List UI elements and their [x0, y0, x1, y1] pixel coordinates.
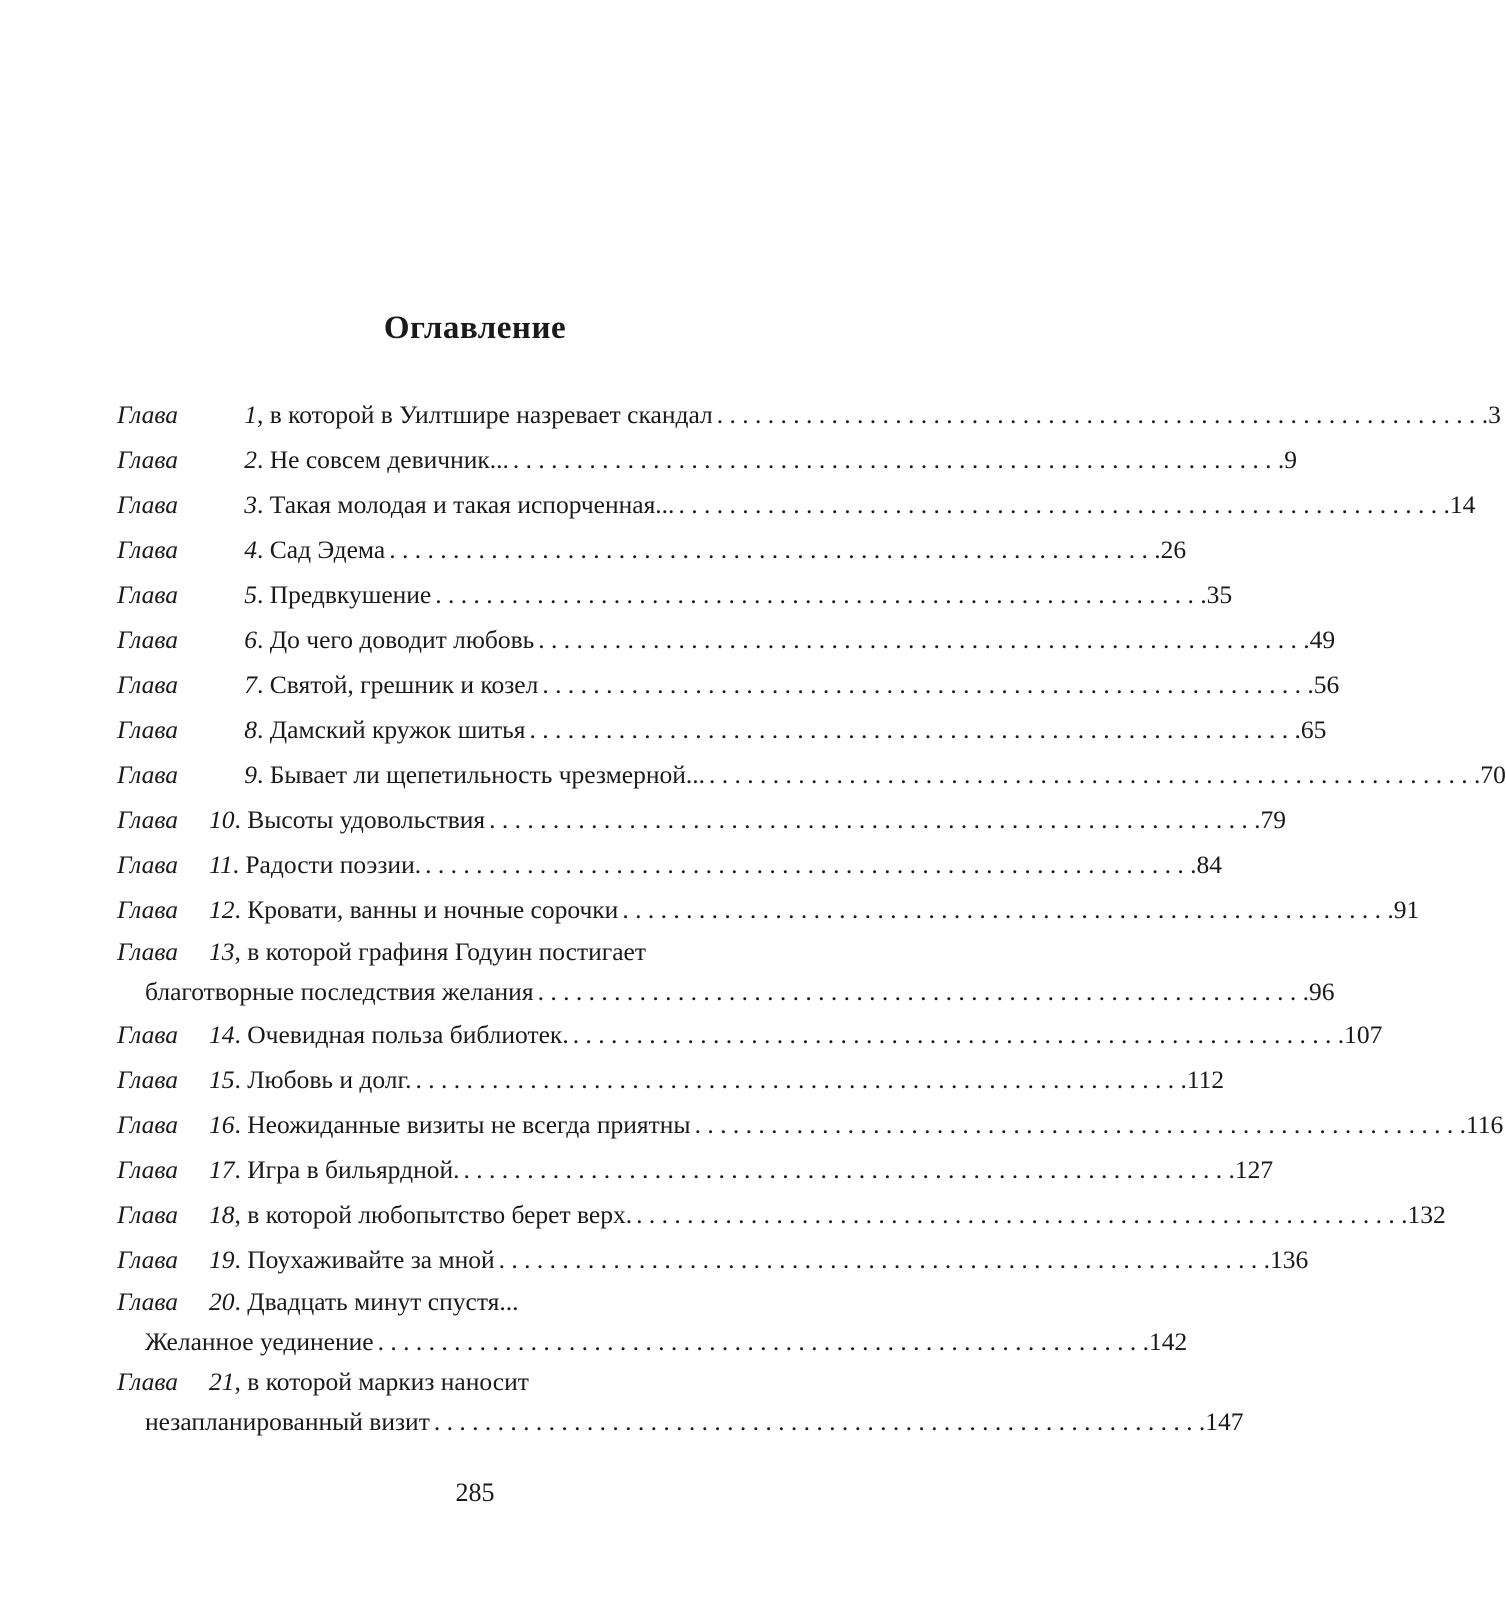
chapter-separator: .	[234, 1020, 241, 1049]
chapter-separator: .	[234, 1110, 241, 1139]
chapter-label: Глава	[117, 490, 178, 519]
chapter-separator: ,	[257, 400, 264, 429]
chapter-page-number: 142	[1148, 1327, 1188, 1356]
dot-leader	[495, 1237, 1270, 1282]
chapter-page-number: 9	[1284, 445, 1298, 474]
chapter-title: в которой маркиз наносит	[247, 1367, 529, 1396]
chapter-number: 16	[209, 1110, 235, 1139]
chapter-separator: .	[257, 625, 264, 654]
chapter-label: Глава	[117, 1155, 178, 1184]
chapter-label: Глава	[117, 805, 178, 834]
chapter-label: Глава	[117, 1287, 178, 1316]
chapter-page-number: 79	[1260, 805, 1287, 834]
table-of-contents	[117, 392, 1506, 1442]
chapter-title: Очевидная польза библиотек.	[247, 1020, 569, 1049]
dot-leader	[705, 752, 1480, 797]
chapter-separator: .	[232, 850, 239, 879]
chapter-number: 4	[244, 535, 257, 564]
chapter-title: Двадцать минут спустя...	[247, 1287, 519, 1316]
chapter-separator: .	[234, 1065, 241, 1094]
chapter-title-continued: благотворные последствия желания	[145, 977, 534, 1006]
toc-entry	[117, 1362, 1244, 1442]
chapter-separator: .	[234, 895, 241, 924]
chapter-number: 18	[209, 1200, 235, 1229]
chapter-label: Глава	[117, 850, 178, 879]
dot-leader	[538, 662, 1313, 707]
chapter-page-number: 132	[1407, 1200, 1446, 1229]
chapter-label: Глава	[117, 895, 178, 924]
chapter-label: Глава	[117, 670, 178, 699]
chapter-label: Глава	[117, 1065, 178, 1094]
chapter-title: Высоты удовольствия	[247, 805, 486, 834]
chapter-label: Глава	[117, 1367, 178, 1396]
toc-entry	[117, 932, 1335, 1012]
dot-leader	[430, 1402, 1205, 1442]
dot-leader	[713, 392, 1488, 437]
chapter-page-number: 107	[1344, 1020, 1383, 1049]
chapter-number: 17	[209, 1155, 235, 1184]
chapter-separator: .	[234, 805, 241, 834]
toc-entry	[117, 1282, 1188, 1362]
chapter-page-number: 91	[1393, 895, 1420, 924]
dot-leader	[618, 887, 1393, 932]
chapter-number: 7	[244, 670, 257, 699]
chapter-page-number: 35	[1206, 580, 1233, 609]
chapter-title: Сад Эдема	[269, 535, 386, 564]
chapter-label: Глава	[117, 1020, 178, 1049]
chapter-page-number: 116	[1465, 1110, 1504, 1139]
chapter-number: 2	[244, 445, 257, 474]
chapter-separator: .	[257, 535, 264, 564]
chapter-number: 19	[209, 1245, 235, 1274]
chapter-label: Глава	[117, 1110, 178, 1139]
chapter-number: 14	[209, 1020, 235, 1049]
dot-leader	[674, 482, 1449, 527]
chapter-separator: .	[257, 760, 264, 789]
toc-entry	[117, 1057, 1225, 1102]
toc-entry	[117, 482, 1476, 527]
chapter-number: 5	[244, 580, 257, 609]
chapter-title-continued: незапланированный визит	[145, 1407, 430, 1436]
chapter-label: Глава	[117, 1245, 178, 1274]
chapter-separator: .	[234, 1287, 241, 1316]
toc-entry	[117, 1192, 1446, 1237]
chapter-page-number: 84	[1196, 850, 1222, 879]
chapter-label: Глава	[117, 625, 178, 654]
chapter-page-number: 112	[1186, 1065, 1225, 1094]
chapter-page-number: 136	[1270, 1245, 1309, 1274]
chapter-page-number: 3	[1488, 400, 1501, 429]
chapter-label: Глава	[117, 760, 178, 789]
chapter-title: Кровати, ванны и ночные сорочки	[247, 895, 619, 924]
chapter-number: 9	[244, 760, 257, 789]
chapter-number: 13	[209, 937, 235, 966]
dot-leader	[632, 1192, 1407, 1237]
chapter-title: Предвкушение	[269, 580, 432, 609]
chapter-title: в которой в Уилтшире назревает скандал	[269, 400, 713, 429]
chapter-page-number: 49	[1309, 625, 1336, 654]
dot-leader	[421, 842, 1196, 887]
toc-entry	[117, 662, 1340, 707]
chapter-number: 20	[209, 1287, 235, 1316]
toc-entry	[117, 752, 1506, 797]
toc-entry	[117, 1237, 1309, 1282]
dot-leader	[534, 972, 1309, 1012]
page-number: 285	[455, 1478, 495, 1507]
toc-entry	[117, 842, 1222, 887]
chapter-title: в которой любопытство берет верх.	[247, 1200, 633, 1229]
chapter-title: Такая молодая и такая испорченная...	[269, 490, 675, 519]
chapter-page-number: 65	[1300, 715, 1327, 744]
page-title: Оглавление	[383, 310, 567, 346]
chapter-separator: .	[257, 445, 264, 474]
chapter-separator: ,	[234, 1200, 241, 1229]
chapter-page-number: 56	[1313, 670, 1340, 699]
chapter-title: Святой, грешник и козел	[269, 670, 539, 699]
chapter-separator: .	[257, 490, 264, 519]
dot-leader	[374, 1322, 1149, 1362]
toc-entry	[117, 437, 1298, 482]
chapter-number: 11	[209, 850, 233, 879]
chapter-label: Глава	[117, 400, 178, 429]
chapter-title: До чего доводит любовь	[269, 625, 535, 654]
chapter-number: 21	[209, 1367, 235, 1396]
toc-entry	[117, 707, 1327, 752]
dot-leader	[509, 437, 1284, 482]
toc-entry	[117, 1102, 1504, 1147]
toc-entry	[117, 617, 1336, 662]
chapter-number: 12	[209, 895, 235, 924]
toc-entry	[117, 797, 1287, 842]
chapter-page-number: 96	[1308, 977, 1335, 1006]
chapter-title-continued: Желанное уединение	[145, 1327, 374, 1356]
chapter-separator: .	[257, 580, 264, 609]
chapter-number: 8	[244, 715, 257, 744]
chapter-label: Глава	[117, 580, 178, 609]
toc-entry	[117, 887, 1420, 932]
chapter-label: Глава	[117, 937, 178, 966]
chapter-title: Не совсем девичник...	[269, 445, 509, 474]
chapter-label: Глава	[117, 445, 178, 474]
chapter-title: Поухаживайте за мной	[247, 1245, 495, 1274]
chapter-title: Неожиданные визиты не всегда приятны	[247, 1110, 691, 1139]
toc-entry	[117, 527, 1187, 572]
chapter-title: Дамский кружок шитья	[269, 715, 526, 744]
toc-entry	[117, 392, 1501, 437]
chapter-page-number: 14	[1449, 490, 1476, 519]
dot-leader	[525, 707, 1300, 752]
toc-entry	[117, 1012, 1383, 1057]
dot-leader	[534, 617, 1309, 662]
dot-leader	[385, 527, 1160, 572]
dot-leader	[431, 572, 1206, 617]
chapter-label: Глава	[117, 715, 178, 744]
chapter-title: Игра в бильярдной.	[247, 1155, 460, 1184]
chapter-number: 15	[209, 1065, 235, 1094]
chapter-page-number: 127	[1234, 1155, 1274, 1184]
chapter-title: в которой графиня Годуин постигает	[247, 937, 646, 966]
toc-entry	[117, 572, 1233, 617]
chapter-separator: .	[257, 670, 264, 699]
dot-leader	[691, 1102, 1466, 1147]
chapter-number: 3	[244, 490, 257, 519]
toc-entry	[117, 1147, 1274, 1192]
chapter-separator: .	[234, 1155, 241, 1184]
chapter-title: Бывает ли щепетильность чрезмерной...	[269, 760, 705, 789]
chapter-page-number: 147	[1205, 1407, 1244, 1436]
chapter-page-number: 26	[1160, 535, 1187, 564]
chapter-separator: .	[257, 715, 264, 744]
chapter-label: Глава	[117, 535, 178, 564]
chapter-number: 6	[244, 625, 257, 654]
chapter-page-number: 70	[1480, 760, 1506, 789]
chapter-title: Любовь и долг.	[247, 1065, 412, 1094]
chapter-number: 10	[209, 805, 235, 834]
dot-leader	[569, 1012, 1344, 1057]
chapter-separator: .	[234, 1245, 241, 1274]
chapter-number: 1	[244, 400, 257, 429]
dot-leader	[485, 797, 1260, 842]
chapter-separator: ,	[234, 1367, 241, 1396]
chapter-separator: ,	[234, 937, 241, 966]
dot-leader	[460, 1147, 1235, 1192]
dot-leader	[411, 1057, 1186, 1102]
chapter-title: Радости поэзии.	[245, 850, 422, 879]
chapter-label: Глава	[117, 1200, 178, 1229]
